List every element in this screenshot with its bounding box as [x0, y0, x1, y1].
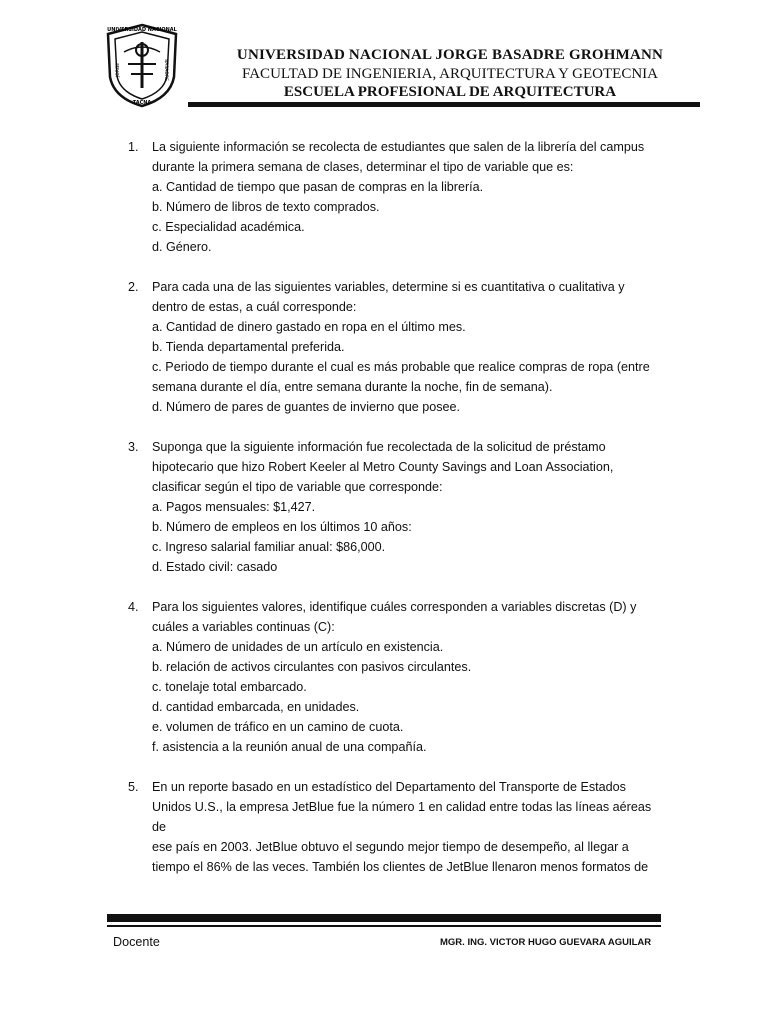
question-line: Unidos U.S., la empresa JetBlue fue la número 1 en calidad entre todas las líneas aéreas de: [152, 800, 652, 834]
footer-label: Docente: [113, 935, 160, 949]
question-item: [118, 597, 668, 757]
question-item: [118, 277, 668, 417]
document-header: [100, 18, 700, 110]
question-line: d. Género.: [152, 240, 212, 254]
question-line: dentro de estas, a cuál corresponde:: [152, 300, 357, 314]
seal-text-bottom: TACNA: [132, 100, 152, 106]
question-line: c. Periodo de tiempo durante el cual es más probable que realice compras de ropa (entre: [152, 360, 650, 374]
question-number: 2.: [128, 280, 139, 294]
question-item: [118, 777, 668, 877]
question-item: [118, 437, 668, 577]
question-line: clasificar según el tipo de variable que corresponde:: [152, 480, 443, 494]
question-line: b. Tienda departamental preferida.: [152, 340, 345, 354]
question-line: b. Número de libros de texto comprados.: [152, 200, 380, 214]
question-line: hipotecario que hizo Robert Keeler al Metro County Savings and Loan Association,: [152, 460, 614, 474]
question-number: 3.: [128, 440, 139, 454]
question-line: Suponga que la siguiente información fue recolectada de la solicitud de préstamo: [152, 440, 606, 454]
question-line: semana durante el día, entre semana durante la noche, fin de semana).: [152, 380, 553, 394]
question-line: durante la primera semana de clases, determinar el tipo de variable que es:: [152, 160, 574, 174]
question-line: d. Número de pares de guantes de invierno que posee.: [152, 400, 461, 414]
question-line: b. relación de activos circulantes con pasivos circulantes.: [152, 660, 472, 674]
header-rule: [188, 102, 700, 107]
question-line: La siguiente información se recolecta de estudiantes que salen de la librería del campus: [152, 140, 645, 154]
question-line: d. Estado civil: casado: [152, 560, 278, 574]
school-name: ESCUELA PROFESIONAL DE ARQUITECTURA: [283, 84, 617, 100]
university-seal-icon: [104, 22, 180, 108]
question-line: a. Pagos mensuales: $1,427.: [152, 500, 316, 514]
question-line: c. Ingreso salarial familiar anual: $86,000.: [152, 540, 386, 554]
question-number: 4.: [128, 600, 139, 614]
footer-rule: [107, 914, 661, 922]
question-line: a. Cantidad de dinero gastado en ropa en el último mes.: [152, 320, 466, 334]
question-line: ese país en 2003. JetBlue obtuvo el segundo mejor tiempo de desempeño, al llegar a: [152, 840, 629, 854]
university-name: UNIVERSIDAD NACIONAL JORGE BASADRE GROHMANN: [236, 47, 664, 63]
question-number: 5.: [128, 780, 139, 794]
question-line: f. asistencia a la reunión anual de una compañía.: [152, 740, 427, 754]
question-line: Para los siguientes valores, identifique cuáles corresponden a variables discretas (D) y: [152, 600, 637, 614]
question-line: e. volumen de tráfico en un camino de cuota.: [152, 720, 404, 734]
seal-text-right: BASADRE: [163, 59, 168, 81]
question-line: c. Especialidad académica.: [152, 220, 305, 234]
seal-text-top: UNIVERSIDAD NACIONAL: [107, 27, 177, 33]
question-line: tiempo el 86% de las veces. También los clientes de JetBlue llenaron menos formatos de: [152, 860, 649, 874]
question-number: 1.: [128, 140, 139, 154]
seal-text-left: JORGE: [116, 62, 121, 78]
question-list: [118, 137, 668, 897]
question-line: cuáles a variables continuas (C):: [152, 620, 335, 634]
header-titles: [200, 46, 700, 102]
question-line: a. Número de unidades de un artículo en existencia.: [152, 640, 444, 654]
question-line: c. tonelaje total embarcado.: [152, 680, 307, 694]
faculty-name: FACULTAD DE INGENIERIA, ARQUITECTURA Y GEOTECNIA: [242, 66, 658, 82]
footer-rule-thin: [107, 925, 661, 927]
question-line: Para cada una de las siguientes variables, determine si es cuantitativa o cualitativa y: [152, 280, 625, 294]
question-item: [118, 137, 668, 257]
question-line: b. Número de empleos en los últimos 10 años:: [152, 520, 412, 534]
question-line: a. Cantidad de tiempo que pasan de compras en la librería.: [152, 180, 484, 194]
question-line: d. cantidad embarcada, en unidades.: [152, 700, 360, 714]
footer-teacher-name: MGR. ING. VICTOR HUGO GUEVARA AGUILAR: [440, 937, 652, 948]
question-line: En un reporte basado en un estadístico del Departamento del Transporte de Estados: [152, 780, 626, 794]
